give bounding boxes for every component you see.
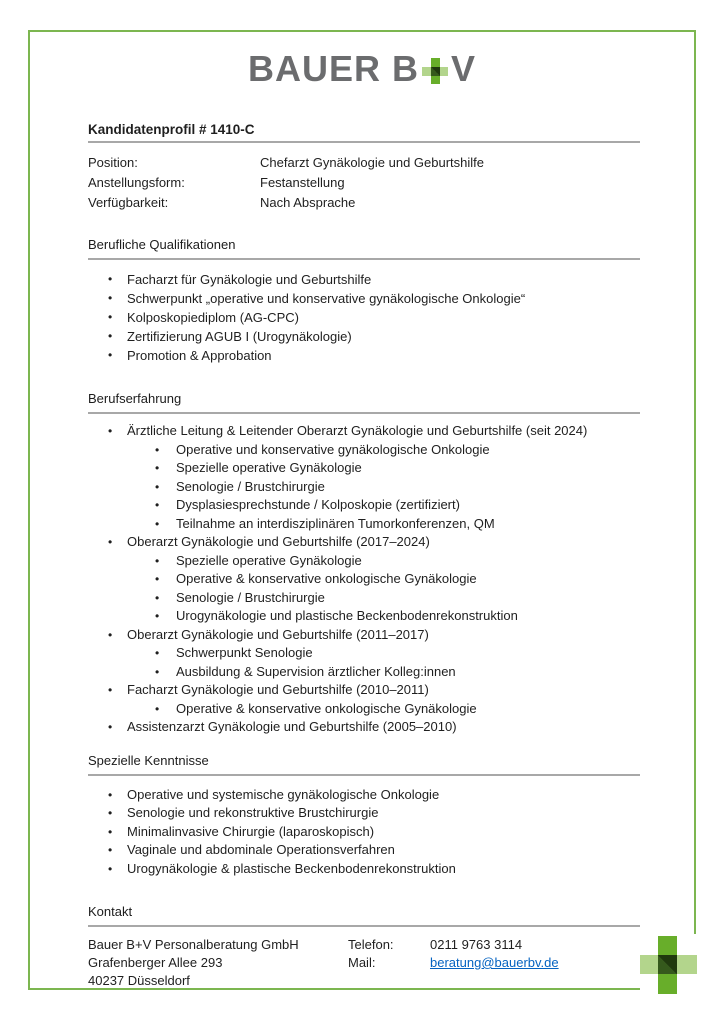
frame-border-top [28,30,696,32]
list-item-text: Minimalinvasive Chirurgie (laparoskopisch) [127,823,375,839]
list-item [88,841,640,860]
bullet-icon: • [155,646,160,660]
bullet-icon: • [108,291,113,305]
list-item [88,327,640,346]
phone-value: 0211 9763 3114 [430,937,523,952]
list-item-text: Facharzt für Gynäkologie und Geburtshilfe [127,272,372,287]
list-item [88,533,640,552]
logo-text-left: BAUER B [247,48,419,89]
frame-border-right [694,30,696,934]
bullet-icon: • [155,442,160,457]
bullet-icon: • [108,310,113,324]
bullet-icon: • [155,461,160,475]
list-item [88,346,640,365]
plus-cross-icon [422,58,448,84]
kenntnisse-list [88,786,640,879]
list-item-text: Schwerpunkt Senologie [176,645,313,660]
company-logo [0,50,724,88]
list-item-text: Facharzt Gynäkologie und Geburtshilfe (2010–2011) [127,682,429,697]
mail-label: Mail: [348,955,376,970]
list-item-text: Oberarzt Gynäkologie und Geburtshilfe (2017–2024) [127,534,430,549]
list-item-text: Kolposkopiediplom (AG-CPC) [127,310,299,325]
bullet-icon: • [155,479,160,494]
list-item-text: Teilnahme an interdisziplinären Tumorkonferenzen, QM [176,515,495,531]
list-item-text: Operative & konservative onkologische Gynäkologie [176,571,477,586]
list-item [88,308,640,327]
list-item [88,700,640,719]
contact-mail-row [348,954,559,972]
list-item [88,422,640,441]
list-item-text: Promotion & Approbation [127,348,272,363]
bullet-icon: • [108,824,113,839]
list-item-text: Ausbildung & Supervision ärztlicher Kolleg:innen [176,663,456,679]
list-item [88,270,640,289]
phone-label: Telefon: [348,937,394,952]
list-item [88,626,640,645]
email-link[interactable]: beratung@bauerbv.de [430,955,559,970]
bullet-icon: • [155,590,160,605]
list-item-text: Dysplasiesprechstunde / Kolposkopie (zertifiziert) [176,497,460,512]
list-item [88,552,640,571]
list-item-text: Senologie / Brustchirurgie [176,589,325,605]
company-name: Bauer B+V Personalberatung GmbH [88,937,299,952]
list-item-text: Zertifizierung AGUB I (Urogynäkologie) [127,329,352,344]
bullet-icon: • [108,843,113,857]
contact-details [348,936,559,990]
list-item-text: Operative und systemische gynäkologische Onkologie [127,786,440,802]
list-item [88,681,640,700]
list-item [88,289,640,308]
list-item-text: Spezielle operative Gynäkologie [176,460,362,475]
list-item-text: Senologie und rekonstruktive Brustchirurgie [127,805,379,820]
section-heading-kontakt: Kontakt [88,904,640,927]
list-item [88,570,640,589]
list-item [88,860,640,879]
list-item-text: Oberarzt Gynäkologie und Geburtshilfe (2011–2017) [127,626,429,642]
field-label: Anstellungsform: [88,175,185,190]
bullet-icon: • [155,553,160,568]
bullet-icon: • [108,272,113,286]
list-item [88,589,640,608]
list-item-text: Senologie / Brustchirurgie [176,478,325,494]
contact-body [88,936,640,990]
bullet-icon: • [108,861,113,876]
bullet-icon: • [155,572,160,586]
berufserfahrung-list [88,422,640,737]
plus-cross-icon [640,936,697,994]
page-title: Kandidatenprofil # 1410-C [88,121,640,143]
bullet-icon: • [155,516,160,531]
field-row-anstellungsform [88,173,640,193]
document-content [88,121,640,990]
field-row-position [88,153,640,173]
company-city: 40237 Düsseldorf [88,973,190,988]
field-value: Chefarzt Gynäkologie und Geburtshilfe [260,155,485,170]
list-item-text: Vaginale und abdominale Operationsverfahren [127,842,395,857]
bullet-icon: • [108,720,113,734]
bullet-icon: • [108,535,113,549]
bullet-icon: • [155,664,160,679]
contact-phone-row [348,936,559,954]
bullet-icon: • [108,348,113,362]
field-value: Festanstellung [260,175,345,190]
bullet-icon: • [108,787,113,802]
list-item [88,478,640,497]
bullet-icon: • [155,701,160,716]
profile-fields [88,153,640,213]
field-value: Nach Absprache [260,195,356,210]
frame-border-left [28,30,30,990]
list-item-text: Spezielle operative Gynäkologie [176,552,362,568]
bullet-icon: • [108,627,113,642]
list-item [88,718,640,737]
section-heading-berufserfahrung: Berufserfahrung [88,391,640,414]
list-item-text: Ärztliche Leitung & Leitender Oberarzt Gynäkologie und Geburtshilfe (seit 2024) [127,423,588,438]
bullet-icon: • [155,498,160,512]
bullet-icon: • [108,424,113,438]
list-item-text: Urogynäkologie & plastische Beckenbodenrekonstruktion [127,860,456,876]
list-item-text: Operative und konservative gynäkologische Onkologie [176,441,490,457]
list-item [88,496,640,515]
logo-text-right: V [451,48,477,89]
section-heading-kenntnisse: Spezielle Kenntnisse [88,753,640,776]
company-street: Grafenberger Allee 293 [88,955,223,970]
contact-company-address [88,936,348,990]
bullet-icon: • [108,329,113,343]
list-item [88,459,640,478]
list-item-text: Assistenzarzt Gynäkologie und Geburtshilfe (2005–2010) [127,719,457,734]
field-label: Verfügbarkeit: [88,195,169,210]
section-heading-qualifikationen: Berufliche Qualifikationen [88,237,640,260]
list-item-text: Schwerpunkt „operative und konservative gynäkologische Onkologie“ [127,291,526,306]
list-item [88,786,640,805]
bullet-icon: • [108,806,113,820]
field-row-verfuegbarkeit [88,193,640,213]
list-item [88,515,640,534]
bullet-icon: • [155,609,160,623]
list-item-text: Urogynäkologie und plastische Beckenbodenrekonstruktion [176,608,518,623]
list-item-text: Operative & konservative onkologische Gynäkologie [176,700,477,716]
field-label: Position: [88,155,138,170]
list-item [88,823,640,842]
list-item [88,804,640,823]
list-item [88,644,640,663]
list-item [88,663,640,682]
list-item [88,607,640,626]
bullet-icon: • [108,683,113,697]
list-item [88,441,640,460]
qualifikationen-list [88,270,640,365]
